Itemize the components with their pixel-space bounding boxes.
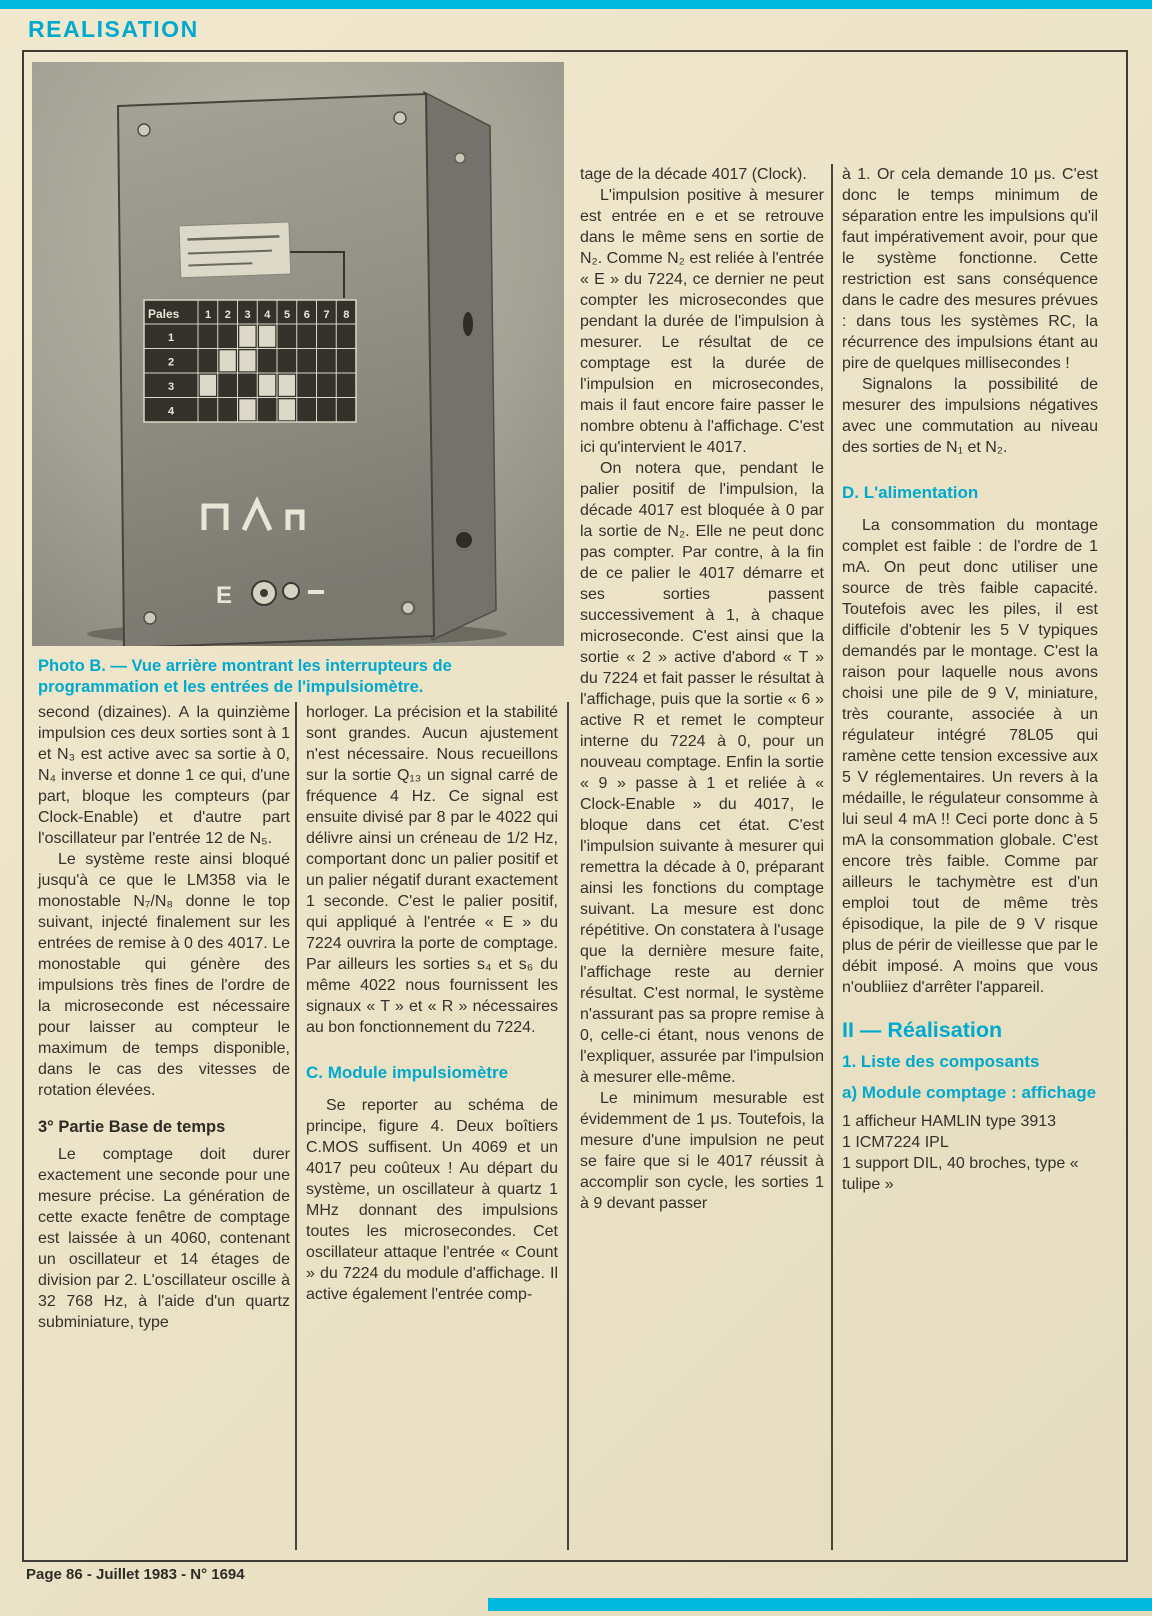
paragraph: Le comptage doit durer exactement une seconde pour une mesure précise. La génération de cette exacte fenêtre de comptage est laissée à un 4060, contenant un oscillateur et 14 étages de division par 2. L'oscillateur oscille à 32 768 Hz, à l'aide d'un quartz subminiature, type (38, 1146, 290, 1331)
flange-hole (456, 532, 472, 548)
svg-text:1: 1 (167, 332, 175, 344)
page-frame (22, 50, 1128, 1562)
device-label (179, 222, 291, 278)
paragraph: L'impulsion positive à mesurer est entrée en e et se retrouve dans le même sens en sortie de N₂. Comme N₂ est reliée à l'entrée « E » du 7224, ce dernier ne peut compter les microsecondes que pendant la durée de l'impulsion à mesurer. Le résultat de ce comptage est la durée de l'impulsion en microsecondes, mais il faut encore faire passer le nombre obtenu à l'affichage. C'est ici qu'intervient le 4017. (580, 187, 825, 456)
connector-pin (260, 589, 268, 597)
heading-liste-composants: 1. Liste des composants (842, 1052, 1040, 1071)
connector-label: E (216, 582, 233, 609)
minus-mark (308, 590, 324, 594)
column-rule (831, 164, 833, 1550)
paragraph: Le minimum mesurable est évidemment de 1 μs. Toutefois, la mesure d'une impulsion ne peut se faire que si le 4017 réussit à accomplir son cycle, les sorties 1 à 9 devant passer (580, 1090, 824, 1212)
svg-text:2: 2 (167, 356, 175, 369)
device-photo-graphic (32, 62, 564, 646)
svg-text:5: 5 (283, 309, 291, 321)
dip-switch-on-cell (239, 350, 255, 371)
svg-text:7: 7 (323, 309, 330, 321)
svg-text:1: 1 (204, 309, 212, 321)
switch-grid-header: Pales (148, 307, 180, 321)
flange-slot (463, 312, 473, 336)
bottom-bar (488, 1598, 1152, 1611)
heading-module-comptage-affichage: a) Module comptage : affichage (842, 1083, 1097, 1102)
svg-text:6: 6 (303, 309, 310, 321)
dip-switch-on-cell (239, 326, 255, 347)
dip-switch-on-cell (279, 375, 295, 396)
svg-text:3: 3 (244, 309, 251, 321)
paragraph: second (dizaines). A la quinzième impulsion ces deux sorties sont à 1 et N₃ est active avec sa sortie à 0, N₄ inverse et donne 1 ce qui, d'une part, bloque les compteurs (par Clock-Enable) et d'autre part l'oscillateur par l'entrée 12 de N₅. (38, 704, 290, 847)
paragraph: La consommation du montage complet est faible : de l'ordre de 1 mA. On peut donc utiliser une source de très faible capacité. Toutefois avec les piles, il est difficile d'obtenir les 5 V typiques demandés par le montage. C'est la raison pour laquelle nous avons choisi une pile de 9 V, miniature, très courante, associée à un régulateur intégré 78L05 qui ramène cette tension excessive aux 5 V réglementaires. Un revers à la médaille, le régulateur consomme à lui seul 4 mA !! Ceci porte donc à 5 mA la consommation globale. C'est encore très faible. Comme par ailleurs le tachymètre est d'un emploi tout de même très épisodique, la pile de 9 V risque plus de périr de vieillesse que par le débit imposé. A moins que vous n'oubliiez d'arrêter l'appareil. (842, 517, 1098, 996)
component-list-item: 1 support DIL, 40 broches, type « tulipe » (842, 1155, 1079, 1193)
heading-realisation: II — Réalisation (842, 1018, 1003, 1042)
column-1 (38, 702, 290, 1333)
dip-switch-on-cell (220, 350, 236, 371)
connector-socket-small (283, 583, 299, 599)
flange-screw (455, 153, 465, 163)
column-rule (295, 702, 297, 1550)
dip-switch-grid (144, 300, 356, 422)
paragraph: Se reporter au schéma de principe, figure 4. Deux boîtiers C.MOS suffisent. Un 4069 et un 4017 peu coûteux ! Au départ du système, un oscillateur à quartz 1 MHz donnant des impulsions toutes les microsecondes. Cet oscillateur attaque l'entrée « Count » du 7224 du module d'affichage. Il active également l'entrée comp- (306, 1097, 558, 1303)
dip-switch-on-cell (239, 399, 255, 420)
column-4 (842, 164, 1098, 1195)
column-rule (567, 702, 569, 1550)
paragraph: On notera que, pendant le palier positif de l'impulsion, la décade 4017 est bloquée à 0 par la sortie de N₂. Elle ne peut donc pas compter. Par contre, à la fin de ce palier le 4017 démarre et ses sorties passent successivement à 1, à chaque microseconde. C'est ainsi que la sortie « 2 » active d'abord « T » du 7224 et fait passer le résultat à l'affichage, puis que la sortie « 6 » active R et remet le compteur interne du 7224 à 0, pour un nouveau comptage. Enfin la sortie « 9 » passe à 1 et reliée à « Clock-Enable » du 4017, le bloque dans cet état. C'est l'impulsion suivante à mesurer qui remettra la décade à 0, préparant ainsi les fonctions du comptage suivant. La mesure est donc répétitive. On constatera à l'usage que la dernière mesure faite, l'affichage reste au dernier résultat. C'est normal, le système n'assurant pas sa propre remise à 0, celle-ci étant, nous venons de l'expliquer, assurée par l'impulsion à mesurer elle-même. (580, 460, 824, 1086)
svg-text:2: 2 (224, 309, 231, 321)
photo-caption: Photo B. — Vue arrière montrant les interrupteurs de programmation et les entrées de l'impulsiomètre. (38, 657, 452, 697)
heading-alimentation: D. L'alimentation (842, 483, 979, 502)
svg-text:4: 4 (167, 405, 175, 418)
page-footer: Page 86 - Juillet 1983 - N° 1694 (26, 1566, 245, 1583)
column-2 (306, 702, 558, 1305)
paragraph: tage de la décade 4017 (Clock). (580, 166, 807, 183)
device-photo (32, 62, 564, 646)
component-list-item: 1 afficheur HAMLIN type 3913 (842, 1113, 1057, 1130)
section-label: REALISATION (28, 16, 199, 42)
dip-switch-on-cell (279, 399, 295, 420)
svg-text:3: 3 (167, 381, 175, 393)
dip-switch-on-cell (200, 375, 216, 396)
paragraph: à 1. Or cela demande 10 μs. C'est donc le temps minimum de séparation entre les impulsions qu'il faut impérativement avoir, pour que le système fonctionne. Cette restriction est sans conséquence dans le cadre des mesures prévues : dans tous les systèmes RC, la récurrence des impulsions étant au pire de quelques millisecondes ! (842, 166, 1098, 372)
svg-text:8: 8 (343, 309, 350, 321)
dip-switch-on-cell (259, 326, 275, 347)
svg-text:4: 4 (264, 309, 271, 321)
paragraph: horloger. La précision et la stabilité sont grandes. Aucun ajustement n'est nécessaire. Nous recueillons sur la sortie Q₁₃ un signal carré de fréquence 4 Hz. Ce signal est ensuite divisé par 8 par le 4022 qui délivre ainsi un créneau de 1/2 Hz, comportant donc un palier positif et un palier négatif durant exactement 1 seconde. C'est le palier positif, qui appliqué à l'entrée « E » du 7224 ouvrira la porte de comptage. Par ailleurs les sorties s₄ et s₆ du même 4022 nous fournissent les signaux « T » et « R » nécessaires au bon fonctionnement du 7224. (306, 704, 558, 1036)
heading-base-de-temps: 3° Partie Base de temps (38, 1118, 226, 1136)
column-3 (580, 164, 824, 1214)
device-side-flange (424, 92, 496, 640)
dip-switch-on-cell (259, 375, 275, 396)
top-bar (0, 0, 1152, 9)
paragraph: Signalons la possibilité de mesurer des impulsions négatives avec une commutation au niveau des sorties de N₁ et N₂. (842, 376, 1098, 456)
paragraph: Le système reste ainsi bloqué jusqu'à ce que le LM358 via le monostable N₇/N₈ donne le top suivant, injecté finalement sur les entrées de remise à 0 des 4017. Le monostable qui génère des impulsions très fines de l'ordre de la microseconde est nécessaire pour laisser au compteur le maximum de temps disponible, dans le cas des vitesses de rotation élevées. (38, 851, 290, 1099)
heading-module-impulsiometre: C. Module impulsiomètre (306, 1063, 509, 1082)
component-list-item: 1 ICM7224 IPL (842, 1134, 949, 1151)
